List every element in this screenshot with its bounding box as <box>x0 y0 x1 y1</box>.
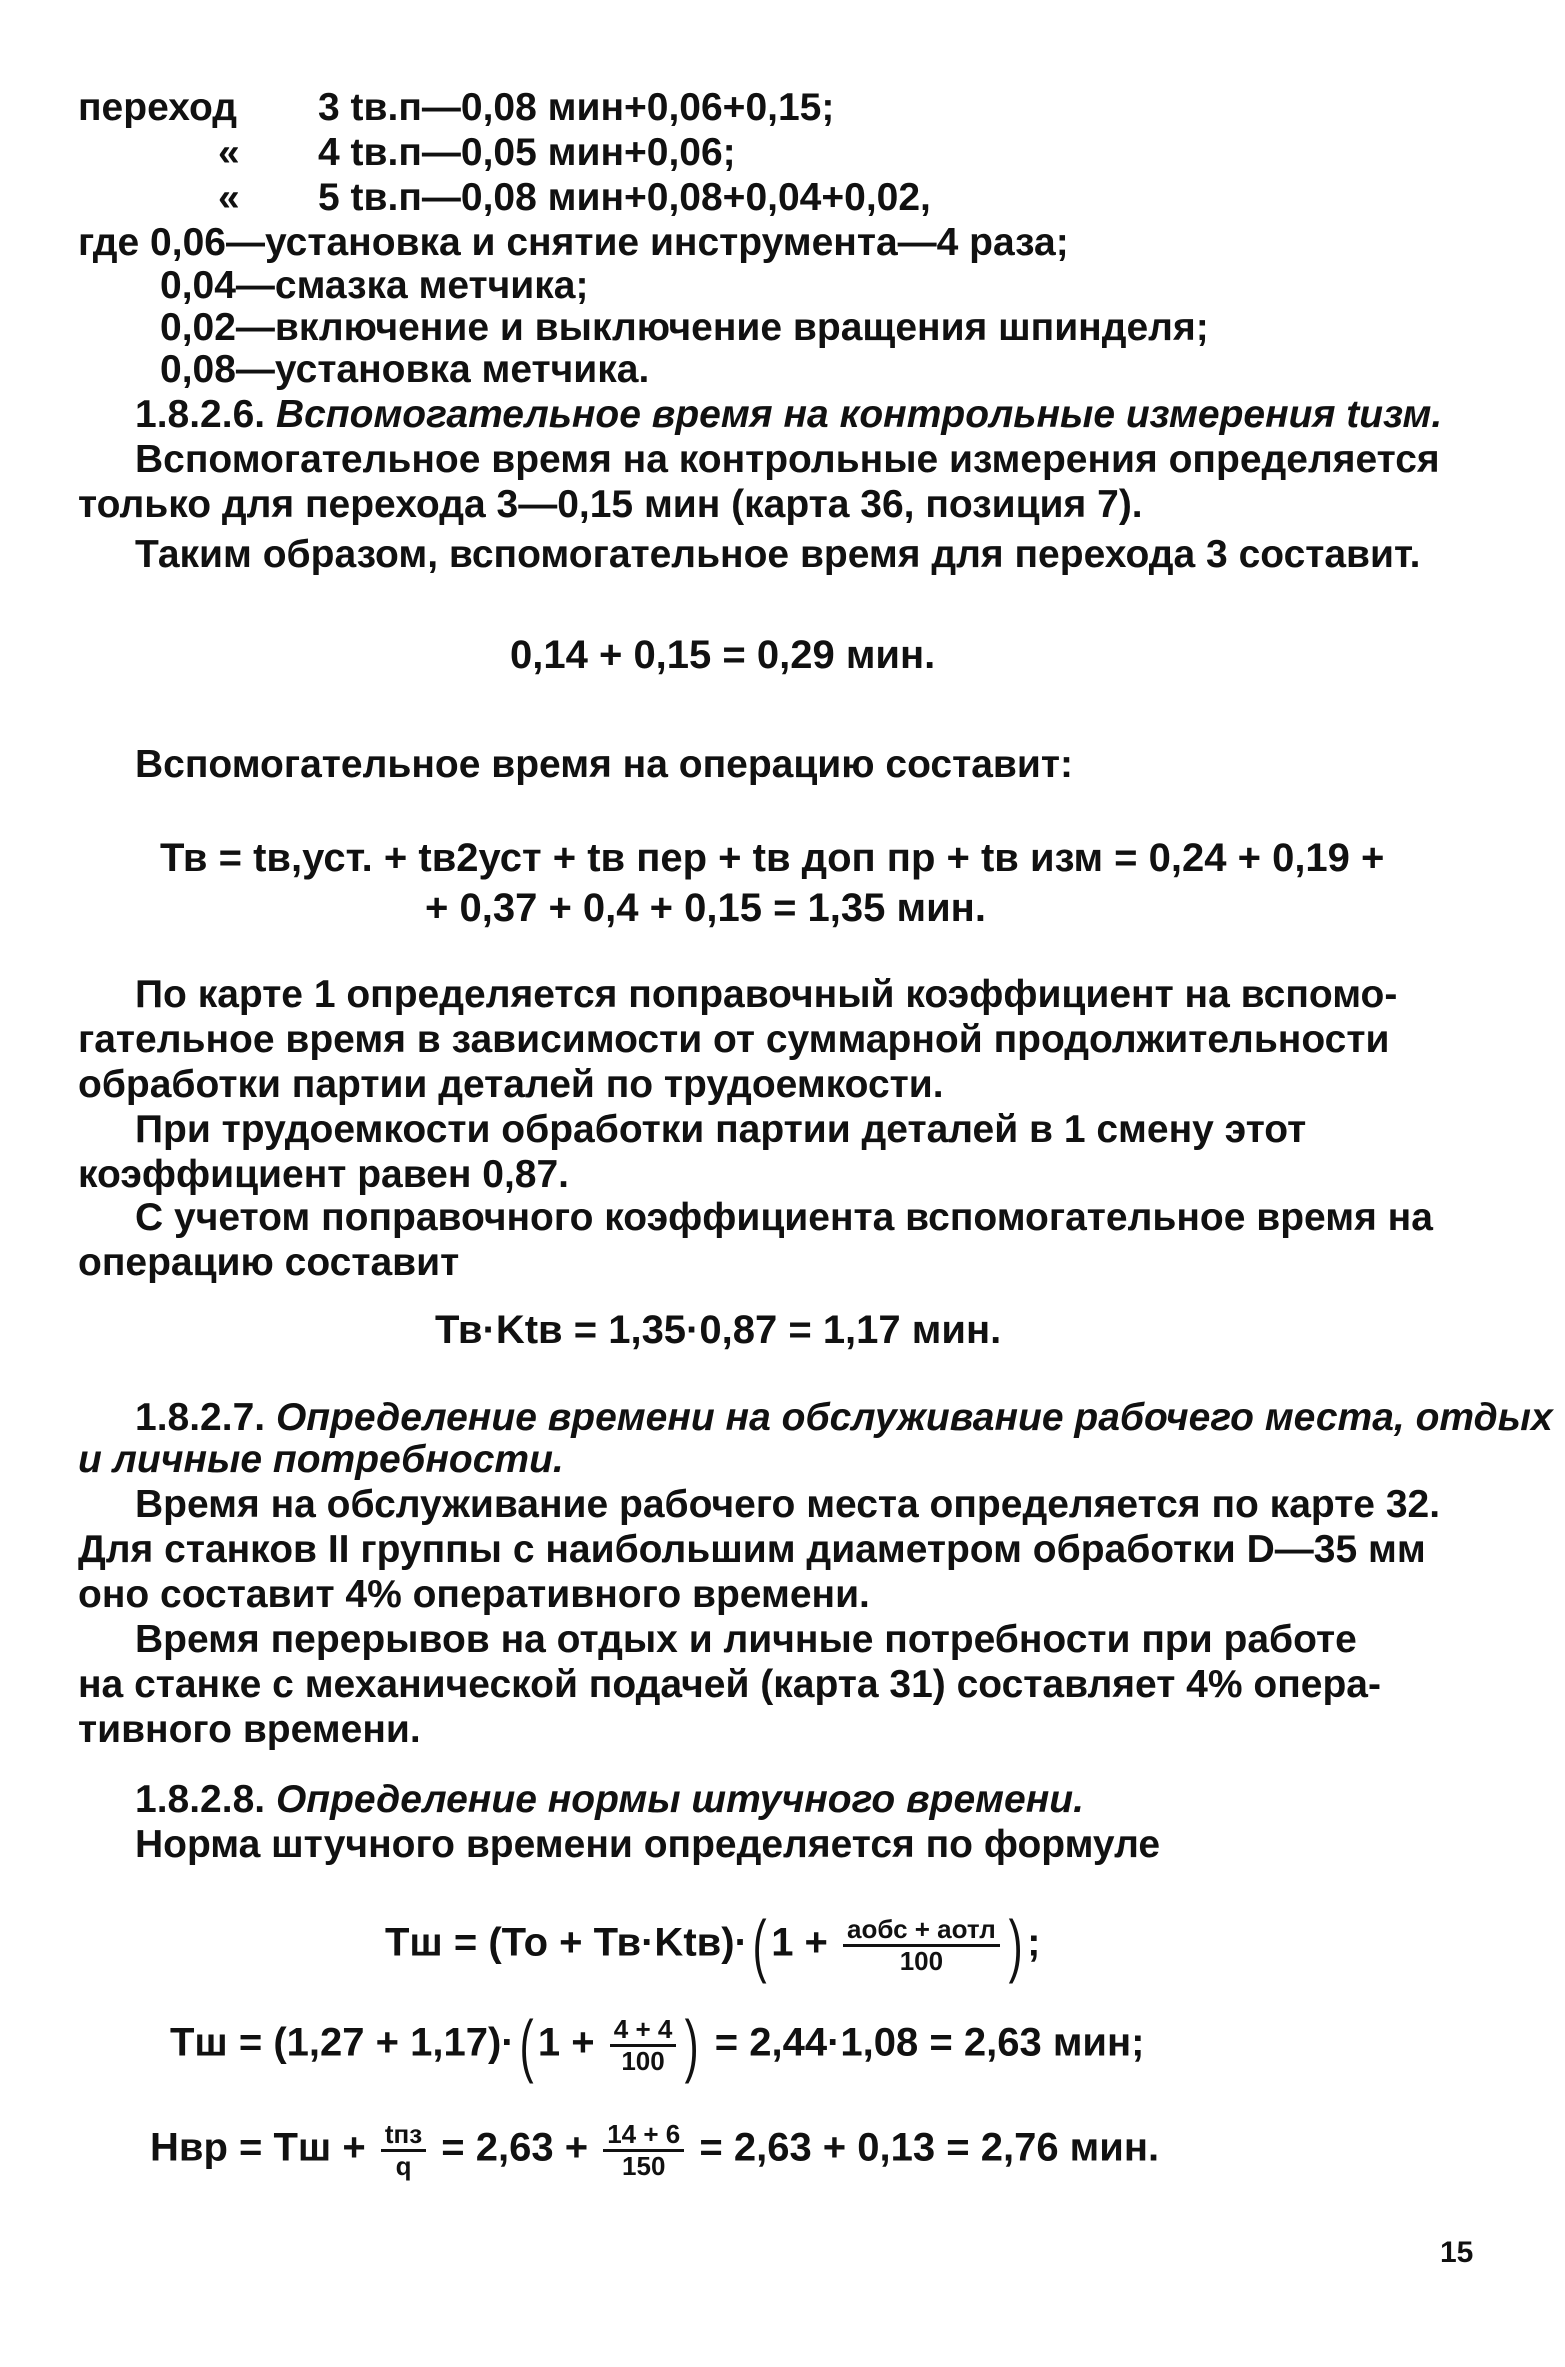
formula-left: Нвр = Тш + <box>150 2125 366 2170</box>
paragraph-line: Таким образом, вспомогательное время для перехода 3 составит. <box>135 533 1421 576</box>
fraction-denominator: q <box>395 2150 412 2181</box>
section-number: 1.8.2.8. <box>135 1778 266 1821</box>
fraction-numerator: aобс + aотл <box>843 1915 1000 1947</box>
paren-close: ) <box>684 2006 699 2084</box>
section-title: Определение нормы штучного времени. <box>275 1778 1084 1821</box>
fraction <box>381 2120 426 2180</box>
list-item: 3 tв.п—0,08 мин+0,06+0,15; <box>318 86 835 129</box>
paragraph-line: тивного времени. <box>78 1708 421 1751</box>
fraction-denominator: 100 <box>899 1945 944 1976</box>
formula-norm-values <box>170 2006 1145 2084</box>
equation-line: Тв = tв,уст. + tв2уст + tв пер + tв доп пр + tв изм = 0,24 + 0,19 + <box>160 836 1385 880</box>
paragraph-line: Вспомогательное время на операцию составит: <box>135 743 1073 786</box>
paragraph-line: Для станков II группы с наибольшим диаметром обработки D—35 мм <box>78 1528 1426 1571</box>
list-item: 4 tв.п—0,05 мин+0,06; <box>318 131 736 174</box>
fraction-numerator: 4 + 4 <box>610 2015 677 2047</box>
paragraph-line: При трудоемкости обработки партии деталей в 1 смену этот <box>135 1108 1307 1151</box>
section-title: Определение времени на обслуживание рабочего места, отдых <box>275 1396 1553 1439</box>
section-number: 1.8.2.6. <box>135 393 266 436</box>
paren-close: ) <box>1008 1906 1023 1984</box>
equation: 0,14 + 0,15 = 0,29 мин. <box>510 633 936 677</box>
ditto-mark: « <box>218 176 240 219</box>
fraction-numerator: 14 + 6 <box>603 2120 684 2152</box>
formula-right: = 2,63 + 0,13 = 2,76 мин. <box>699 2125 1160 2170</box>
section-heading <box>135 395 1442 434</box>
section-heading <box>135 1780 1084 1819</box>
formula-norm-general <box>385 1906 1041 1984</box>
formula-end: ; <box>1027 1920 1041 1965</box>
paragraph-line: По карте 1 определяется поправочный коэффициент на вспомо- <box>135 973 1398 1016</box>
paragraph-line: операцию составит <box>78 1241 460 1284</box>
paragraph-line: коэффициент равен 0,87. <box>78 1153 570 1196</box>
ditto-mark: « <box>218 131 240 174</box>
formula-right: = 2,44·1,08 = 2,63 мин; <box>714 2020 1145 2065</box>
page-number: 15 <box>1440 2236 1474 2269</box>
list-label-first: переход <box>78 86 238 129</box>
paragraph-line: обработки партии деталей по трудоемкости. <box>78 1063 944 1106</box>
formula-mid: = 2,63 + <box>441 2125 589 2170</box>
fraction-denominator: 100 <box>621 2045 665 2076</box>
paragraph-line: гательное время в зависимости от суммарной продолжительности <box>78 1018 1390 1061</box>
paragraph-line: Время на обслуживание рабочего места определяется по карте 32. <box>135 1483 1441 1526</box>
formula-part: 1 + <box>771 1920 828 1965</box>
where-line: 0,04—смазка метчика; <box>160 264 589 307</box>
paragraph-line: Вспомогательное время на контрольные измерения определяется <box>135 438 1440 481</box>
paragraph-line: С учетом поправочного коэффициента вспомогательное время на <box>135 1196 1433 1239</box>
equation-line: + 0,37 + 0,4 + 0,15 = 1,35 мин. <box>425 886 986 930</box>
fraction <box>610 2015 677 2075</box>
section-title: Вспомогательное время на контрольные измерения tизм. <box>275 393 1443 436</box>
paragraph-line: оно составит 4% оперативного времени. <box>78 1573 870 1616</box>
paragraph-line: Норма штучного времени определяется по формуле <box>135 1823 1161 1866</box>
fraction <box>603 2120 684 2180</box>
paragraph-line: Время перерывов на отдых и личные потребности при работе <box>135 1618 1357 1661</box>
where-line: 0,02—включение и выключение вращения шпинделя; <box>160 306 1209 349</box>
where-line: 0,08—установка метчика. <box>160 348 650 391</box>
section-number: 1.8.2.7. <box>135 1396 266 1439</box>
formula-time-norm <box>150 2120 1159 2180</box>
formula-left: Тш = (То + Тв·Ktв)· <box>385 1920 748 1965</box>
formula-left: Тш = (1,27 + 1,17)· <box>170 2020 515 2065</box>
paren-open: ( <box>519 2006 534 2084</box>
paren-open: ( <box>752 1906 767 1984</box>
fraction <box>843 1915 1000 1975</box>
equation: Тв·Ktв = 1,35·0,87 = 1,17 мин. <box>435 1308 1002 1352</box>
section-heading <box>135 1398 1553 1437</box>
formula-part: 1 + <box>537 2020 595 2065</box>
fraction-numerator: tпз <box>381 2120 426 2152</box>
section-title-cont: и личные потребности. <box>78 1438 564 1481</box>
where-line: где 0,06—установка и снятие инструмента—4 раза; <box>78 221 1069 264</box>
paragraph-line: только для перехода 3—0,15 мин (карта 36, позиция 7). <box>78 483 1143 526</box>
list-item: 5 tв.п—0,08 мин+0,08+0,04+0,02, <box>318 176 931 219</box>
fraction-denominator: 150 <box>622 2150 666 2181</box>
paragraph-line: на станке с механической подачей (карта 31) составляет 4% опера- <box>78 1663 1381 1706</box>
